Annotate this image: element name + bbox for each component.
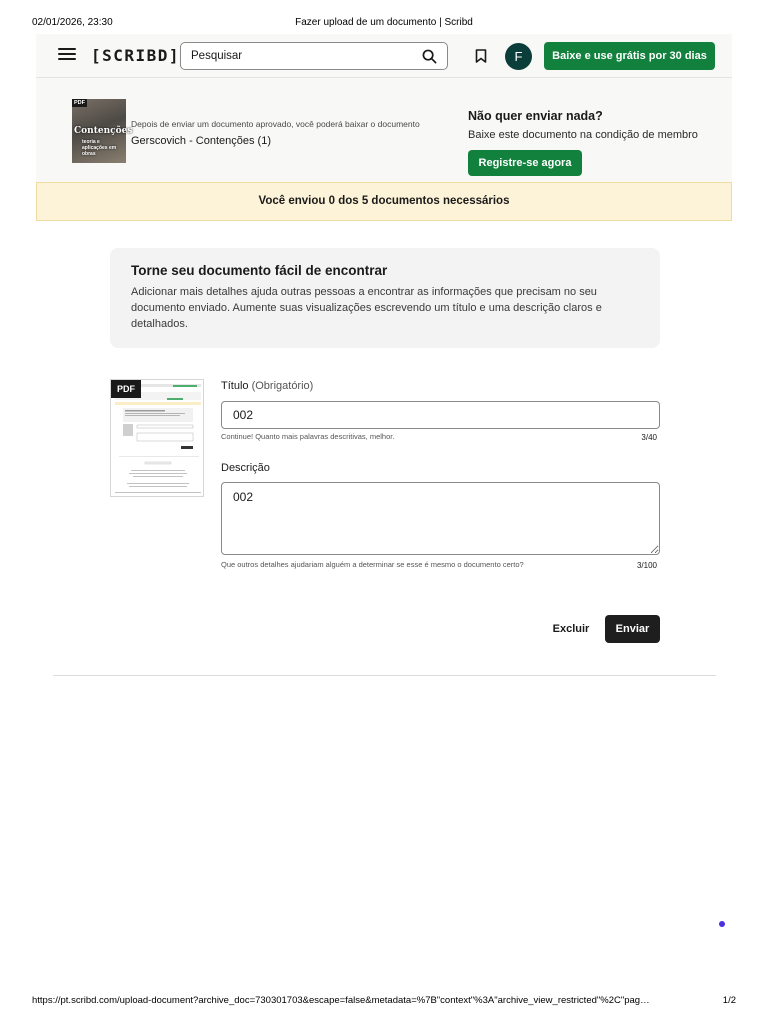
upload-progress-notice: Você enviou 0 dos 5 documentos necessários <box>36 182 732 221</box>
register-button[interactable]: Registre-se agora <box>468 150 582 176</box>
scribd-logo[interactable]: [SCRIBD] <box>91 46 181 65</box>
title-character-counter: 3/40 <box>641 433 657 442</box>
title-input[interactable] <box>221 401 660 429</box>
floating-indicator-dot <box>719 921 725 927</box>
membership-subtitle: Baixe este documento na condição de membro <box>468 129 698 141</box>
document-cover-thumbnail[interactable] <box>72 99 133 163</box>
membership-heading: Não quer enviar nada? <box>468 109 603 123</box>
print-page-title: Fazer upload de um documento | Scribd <box>295 17 473 28</box>
submit-button[interactable]: Enviar <box>605 615 660 643</box>
print-datetime: 02/01/2026, 23:30 <box>32 17 113 28</box>
title-label-text: Título <box>221 380 249 392</box>
cover-subtitle: teoria e aplicações em obras <box>82 139 117 157</box>
tips-heading: Torne seu documento fácil de encontrar <box>131 263 388 278</box>
title-helper-text: Continue! Quanto mais palavras descritivas, melhor. <box>221 432 395 441</box>
title-required-hint: (Obrigatório) <box>251 380 314 392</box>
pdf-badge: PDF <box>111 380 141 398</box>
print-page-number: 1/2 <box>722 995 736 1006</box>
app-frame <box>36 34 732 221</box>
description-character-counter: 3/100 <box>636 561 657 570</box>
bookmark-icon[interactable] <box>475 49 487 63</box>
description-helper-text: Que outros detalhes ajudariam alguém a determinar se esse é mesmo o documento certo? <box>221 560 524 569</box>
description-label: Descrição <box>221 462 270 474</box>
print-header <box>32 17 736 31</box>
tips-body: Adicionar mais detalhes ajuda outras pessoas a encontrar as informações que precisam no seu documento enviado. Aumente suas visualizações escrevendo um título e uma descrição claros e detalhados. <box>131 286 602 330</box>
content-divider <box>53 675 716 676</box>
search-box <box>180 42 448 70</box>
description-textarea[interactable] <box>221 482 660 555</box>
print-footer <box>32 995 736 1009</box>
print-url: https://pt.scribd.com/upload-document?archive_doc=730301703&escape=false&metadata=%7B"context"%3A"archive_view_restricted"%2C"pag… <box>32 995 650 1006</box>
uploaded-document-preview <box>110 379 204 497</box>
user-avatar[interactable]: F <box>505 43 532 70</box>
document-promo-banner <box>36 78 732 182</box>
search-icon[interactable] <box>422 49 437 64</box>
tips-card <box>110 248 660 348</box>
title-label <box>221 380 313 392</box>
free-trial-button[interactable]: Baixe e use grátis por 30 dias <box>544 42 715 70</box>
promo-document-title[interactable]: Gerscovich - Contenções (1) <box>131 135 271 147</box>
pdf-badge: PDF <box>74 100 85 106</box>
delete-button[interactable]: Excluir <box>552 623 590 635</box>
menu-icon[interactable] <box>58 48 76 64</box>
top-navigation-bar <box>36 34 732 78</box>
promo-info-text: Depois de enviar um documento aprovado, você poderá baixar o documento <box>131 119 420 129</box>
cover-title: Contenções <box>74 126 133 136</box>
search-input[interactable] <box>191 47 411 65</box>
